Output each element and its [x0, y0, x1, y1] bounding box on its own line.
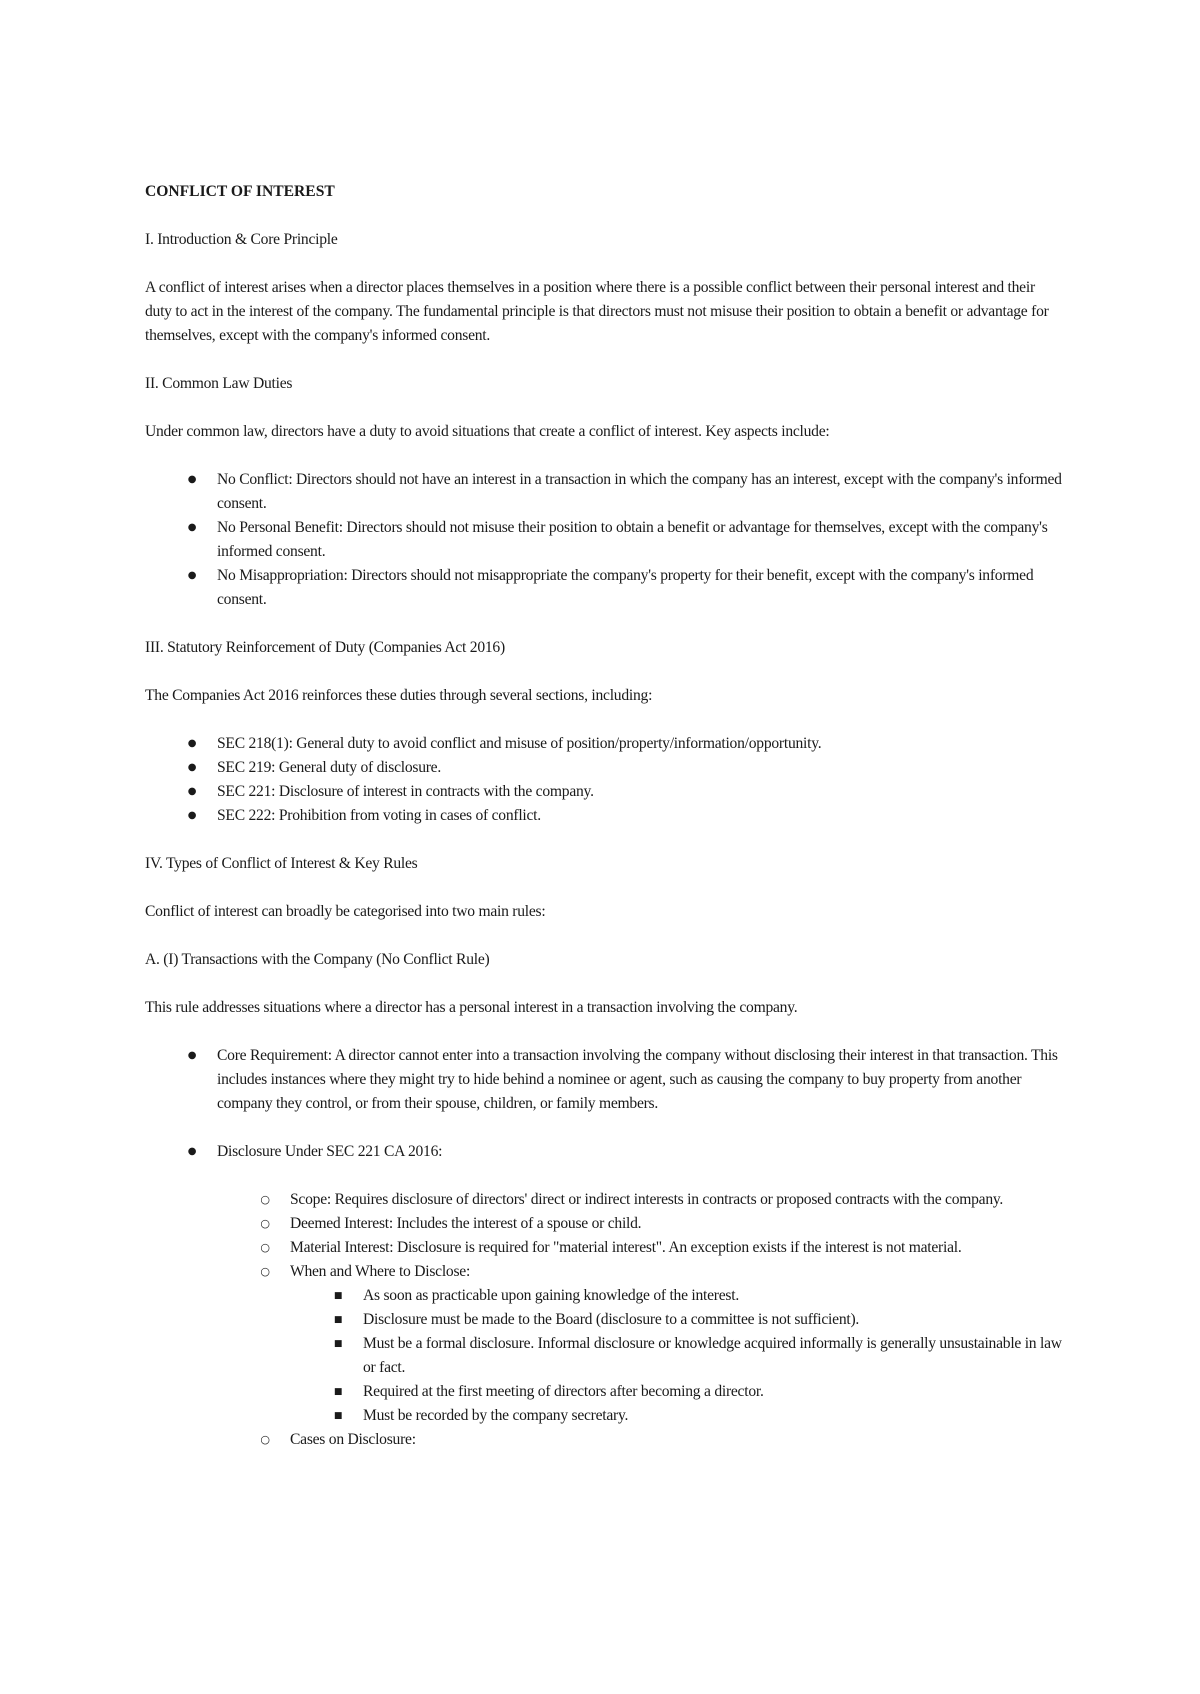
hollow-bullet-icon: ○ [260, 1265, 270, 1278]
list-item: ● No Conflict: Directors should not have an interest in a transaction in which the company has an interest, except with the company's informed consent. [145, 468, 1065, 516]
list-item: ■ Must be a formal disclosure. Informal disclosure or knowledge acquired informally is generally unsustainable in law or fact. [145, 1332, 1065, 1380]
paragraph-core-principle: A conflict of interest arises when a director places themselves in a position where there is a possible conflict between their personal interest and their duty to act in the interest of the company. The fundamental principle is that directors must not misuse their position to obtain a benefit or advantage for themselves, except with the company's informed consent. [145, 279, 1049, 344]
section-heading-introduction: I. Introduction & Core Principle [145, 231, 338, 248]
paragraph-statutory-intro: The Companies Act 2016 reinforces these duties through several sections, including: [145, 687, 653, 704]
list-item: ● SEC 221: Disclosure of interest in contracts with the company. [145, 780, 1065, 804]
list-item: ● SEC 219: General duty of disclosure. [145, 756, 1065, 780]
statutory-sections-list [145, 732, 1065, 828]
list-item: ○ Material Interest: Disclosure is required for "material interest". An exception exists if the interest is not material. [145, 1236, 1065, 1260]
subsection-heading-no-conflict-rule: A. (I) Transactions with the Company (No Conflict Rule) [145, 951, 490, 968]
bullet-icon: ● [187, 522, 197, 533]
list-item: ● Core Requirement: A director cannot enter into a transaction involving the company without disclosing their interest in that transaction. This includes instances where they might try to hide behind a nominee or agent, such as causing the company to buy property from another company they control, or from their spouse, children, or family members. [145, 1044, 1065, 1116]
hollow-bullet-icon: ○ [260, 1217, 270, 1230]
square-bullet-icon: ■ [333, 1387, 343, 1397]
bullet-icon: ● [187, 762, 197, 773]
document-title: CONFLICT OF INTEREST [145, 183, 335, 200]
list-item: ■ Required at the first meeting of directors after becoming a director. [145, 1380, 1065, 1404]
paragraph-types-intro: Conflict of interest can broadly be categorised into two main rules: [145, 903, 546, 920]
hollow-bullet-icon: ○ [260, 1433, 270, 1446]
list-item: ● SEC 218(1): General duty to avoid conflict and misuse of position/property/information/opportunity. [145, 732, 1065, 756]
document-page [145, 168, 1065, 1452]
list-item: ■ Must be recorded by the company secretary. [145, 1404, 1065, 1428]
list-item: ● No Misappropriation: Directors should not misappropriate the company's property for their benefit, except with the company's informed consent. [145, 564, 1065, 612]
list-item: ● SEC 222: Prohibition from voting in cases of conflict. [145, 804, 1065, 828]
list-item: ● Disclosure Under SEC 221 CA 2016: [145, 1140, 1065, 1164]
bullet-icon: ● [187, 1050, 197, 1061]
paragraph-common-law-intro: Under common law, directors have a duty to avoid situations that create a conflict of interest. Key aspects include: [145, 423, 830, 440]
section-heading-types: IV. Types of Conflict of Interest & Key Rules [145, 855, 418, 872]
square-bullet-icon: ■ [333, 1411, 343, 1421]
list-item: ○ When and Where to Disclose: [145, 1260, 1065, 1284]
list-item: ○ Deemed Interest: Includes the interest of a spouse or child. [145, 1212, 1065, 1236]
core-requirement-list [145, 1044, 1065, 1116]
disclosure-sublist [145, 1188, 1065, 1452]
common-law-list [145, 468, 1065, 612]
bullet-icon: ● [187, 570, 197, 581]
bullet-icon: ● [187, 1146, 197, 1157]
list-item: ● No Personal Benefit: Directors should not misuse their position to obtain a benefit or advantage for themselves, except with the company's informed consent. [145, 516, 1065, 564]
bullet-icon: ● [187, 810, 197, 821]
square-bullet-icon: ■ [333, 1291, 343, 1301]
list-item: ■ As soon as practicable upon gaining knowledge of the interest. [145, 1284, 1065, 1308]
hollow-bullet-icon: ○ [260, 1241, 270, 1254]
list-item: ○ Cases on Disclosure: [145, 1428, 1065, 1452]
section-heading-common-law: II. Common Law Duties [145, 375, 293, 392]
list-item: ■ Disclosure must be made to the Board (disclosure to a committee is not sufficient). [145, 1308, 1065, 1332]
paragraph-no-conflict-intro: This rule addresses situations where a director has a personal interest in a transaction involving the company. [145, 999, 798, 1016]
disclosure-list [145, 1140, 1065, 1164]
bullet-icon: ● [187, 474, 197, 485]
square-bullet-icon: ■ [333, 1315, 343, 1325]
bullet-icon: ● [187, 786, 197, 797]
square-bullet-icon: ■ [333, 1339, 343, 1349]
section-heading-statutory: III. Statutory Reinforcement of Duty (Companies Act 2016) [145, 639, 505, 656]
list-item: ○ Scope: Requires disclosure of directors' direct or indirect interests in contracts or proposed contracts with the company. [145, 1188, 1065, 1212]
hollow-bullet-icon: ○ [260, 1193, 270, 1206]
bullet-icon: ● [187, 738, 197, 749]
